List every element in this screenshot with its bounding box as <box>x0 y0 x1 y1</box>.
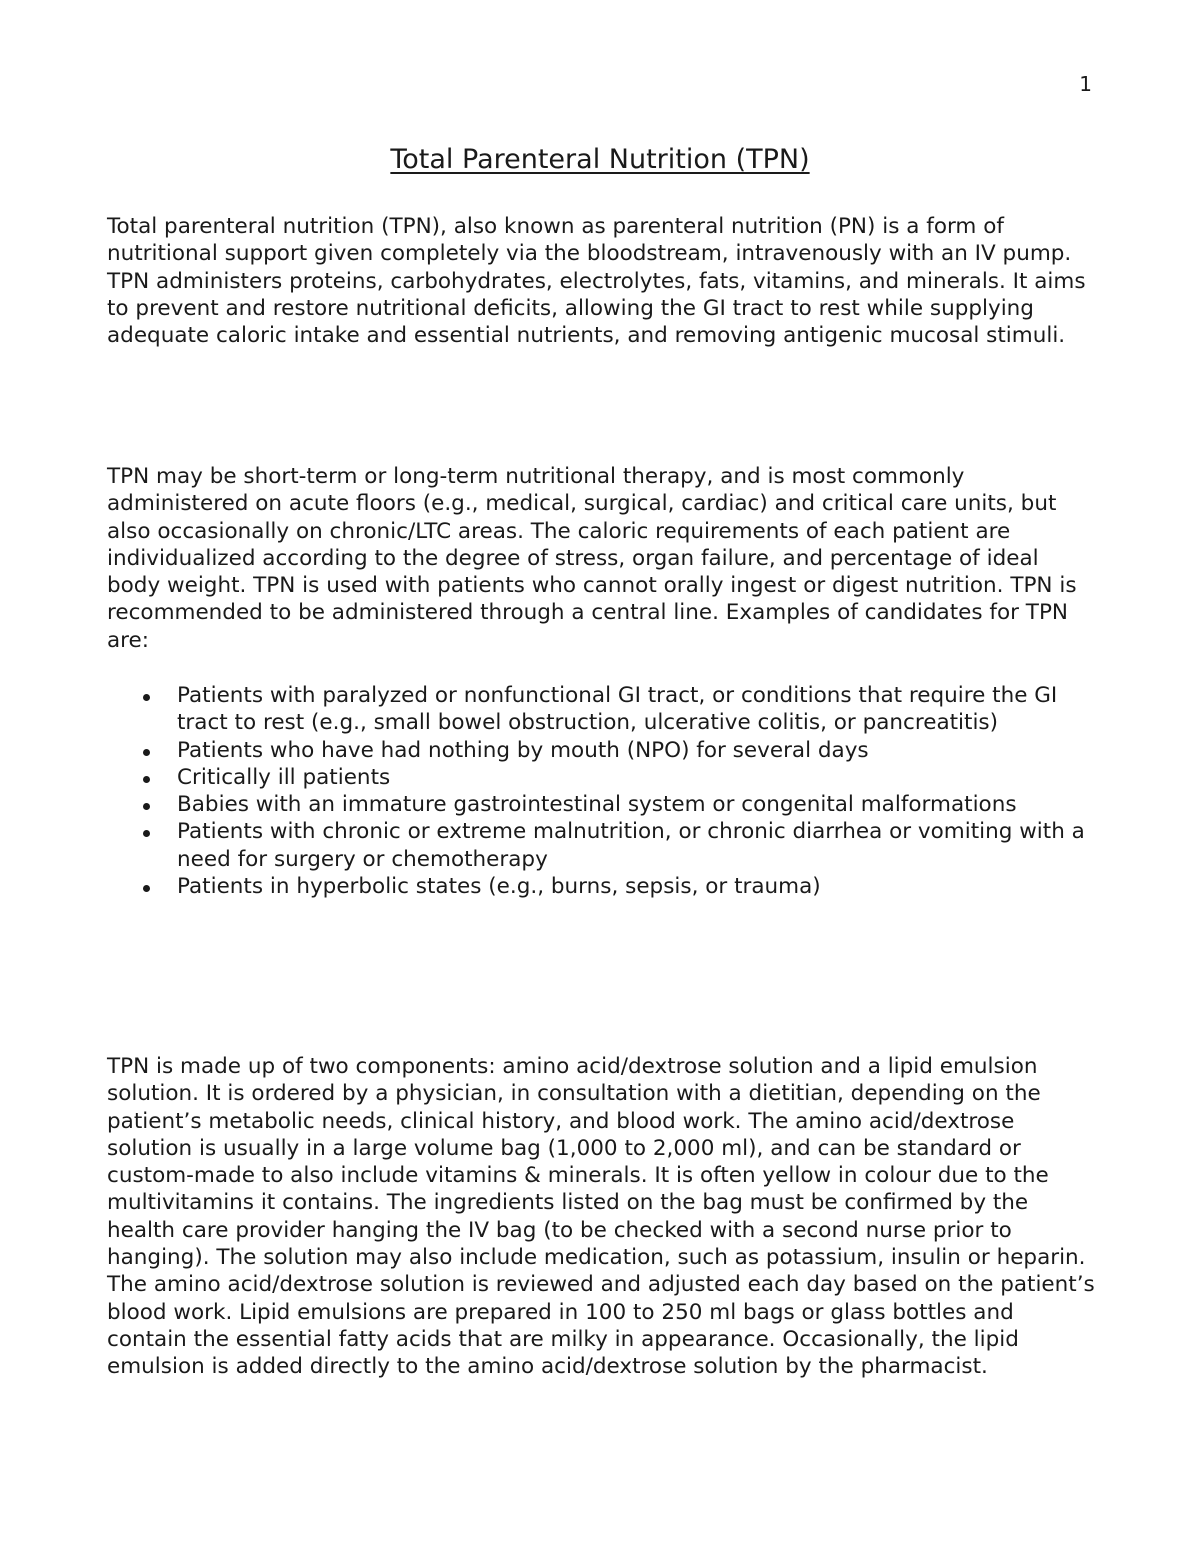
list-item <box>107 737 1097 764</box>
list-item <box>107 873 1097 900</box>
list-item-text: Patients in hyperbolic states (e.g., burns, sepsis, or trauma) <box>177 874 821 900</box>
list-item <box>107 764 1097 791</box>
list-item <box>107 818 1097 873</box>
list-item-text: Critically ill patients <box>177 764 391 790</box>
list-item-text: Babies with an immature gastrointestinal system or congenital malformations <box>177 792 1017 818</box>
page-number: 1 <box>1079 72 1092 96</box>
list-item <box>107 791 1097 818</box>
paragraph-components: TPN is made up of two components: amino acid/dextrose solution and a lipid emulsion solution. It is ordered by a physician, in consultation with a dietitian, depending on the patient’s metabolic needs, clinical history, and blood work. The amino acid/dextrose solution is usually in a large volume bag (1,000 to 2,000 ml), and can be standard or custom-made to also include vitamins & minerals. It is often yellow in colour due to the multivitamins it contains. The ingredients listed on the bag must be confirmed by the health care provider hanging the IV bag (to be checked with a second nurse prior to hanging). The solution may also include medication, such as potassium, insulin or heparin. The amino acid/dextrose solution is reviewed and adjusted each day based on the patient’s blood work. Lipid emulsions are prepared in 100 to 250 ml bags or glass bottles and contain the essential fatty acids that are milky in appearance. Occasionally, the lipid emulsion is added directly to the amino acid/dextrose solution by the pharmacist. <box>107 1054 1095 1380</box>
document-title-text: Total Parenteral Nutrition (TPN) <box>390 144 810 175</box>
bullet-icon <box>143 830 150 837</box>
bullet-icon <box>143 776 150 783</box>
bullet-icon <box>143 749 150 756</box>
document-title <box>0 144 1200 176</box>
paragraph-introduction: Total parenteral nutrition (TPN), also known as parenteral nutrition (PN) is a form of nutritional support given completely via the bloodstream, intravenously with an IV pump. TPN administers proteins, carbohydrates, electrolytes, fats, vitamins, and minerals. It aims to prevent and restore nutritional deficits, allowing the GI tract to rest while supplying adequate caloric intake and essential nutrients, and removing antigenic mucosal stimuli. <box>107 214 1086 349</box>
bullet-icon <box>143 694 150 701</box>
paragraph-usage: TPN may be short-term or long-term nutritional therapy, and is most commonly administered on acute floors (e.g., medical, surgical, cardiac) and critical care units, but also occasionally on chronic/LTC areas. The caloric requirements of each patient are individualized according to the degree of stress, organ failure, and percentage of ideal body weight. TPN is used with patients who cannot orally ingest or digest nutrition. TPN is recommended to be administered through a central line. Examples of candidates for TPN are: <box>107 464 1077 653</box>
bullet-icon <box>143 885 150 892</box>
list-item <box>107 682 1097 737</box>
bullet-icon <box>143 803 150 810</box>
list-item-text: Patients with paralyzed or nonfunctional GI tract, or conditions that require the GI tract to rest (e.g., small bowel obstruction, ulcerative colitis, or pancreatitis) <box>177 683 1058 736</box>
list-item-text: Patients who have had nothing by mouth (NPO) for several days <box>177 737 869 763</box>
list-item-text: Patients with chronic or extreme malnutrition, or chronic diarrhea or vomiting with a need for surgery or chemotherapy <box>177 819 1085 872</box>
candidates-list <box>107 682 1097 900</box>
